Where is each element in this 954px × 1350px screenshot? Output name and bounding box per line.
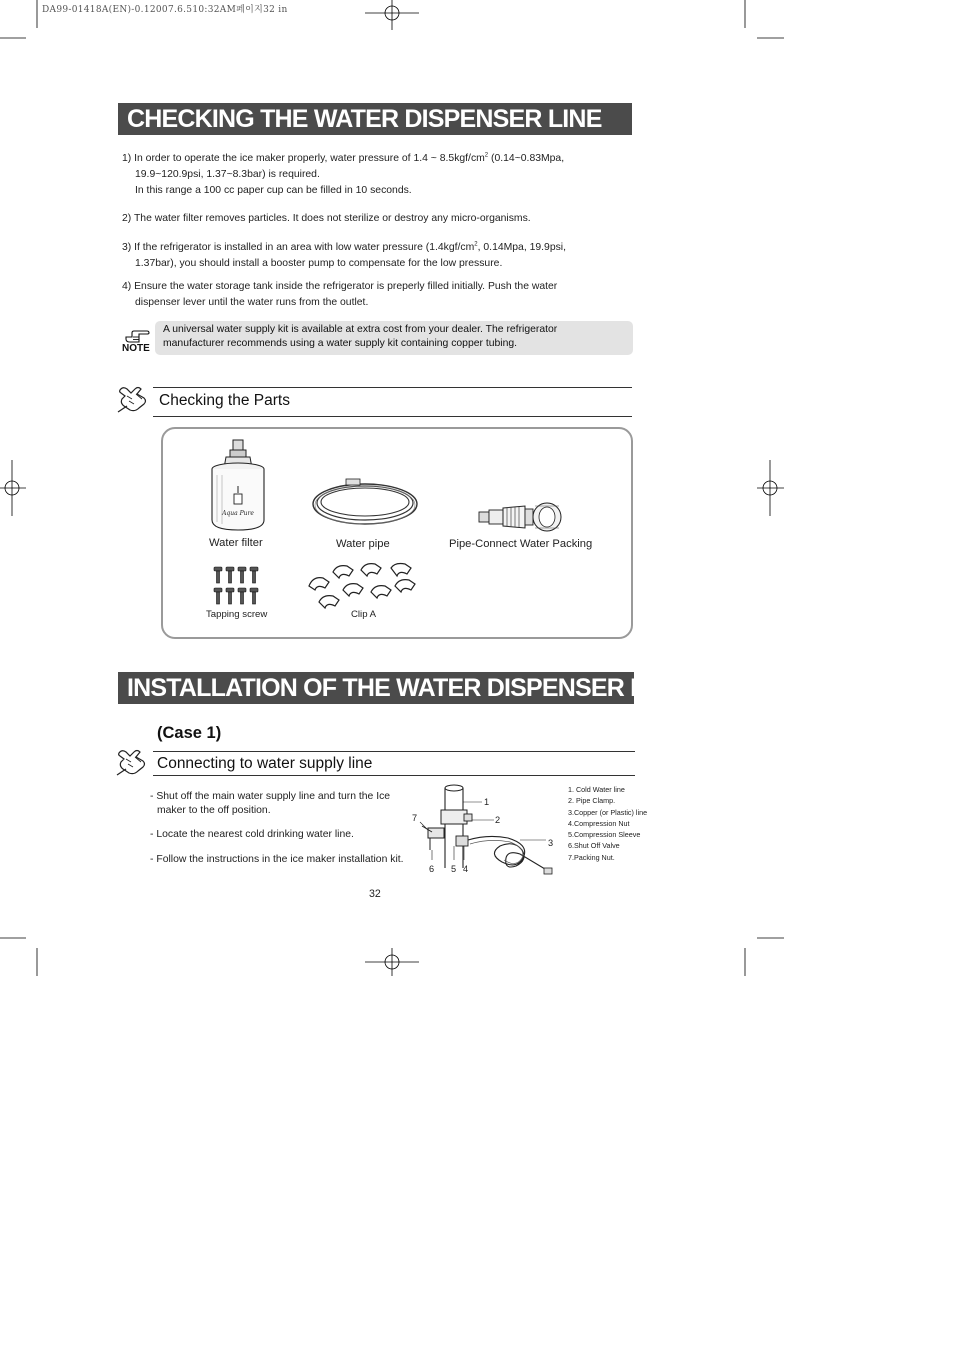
diagram-legend <box>568 784 647 863</box>
legend-item-4: 4.Compression Nut <box>568 818 630 828</box>
bullet-2-line-1: - Locate the nearest cold drinking water line. <box>150 829 354 840</box>
callout-5: 5 <box>451 864 457 874</box>
note-text-line-2: manufacturer recommends using a water supply kit containing copper tubing. <box>163 338 518 349</box>
callout-7: 7 <box>412 813 418 823</box>
instruction-2 <box>122 211 642 227</box>
bullet-1-line-1: - Shut off the main water supply line and turn the Ice <box>150 791 391 802</box>
note-box <box>155 321 633 355</box>
instruction-3-line-2: 1.37bar), you should install a booster pump to compensate for the low pressure. <box>135 258 503 270</box>
hand-writing-icon-2 <box>116 747 148 777</box>
hand-writing-icon <box>117 384 149 414</box>
callout-3: 3 <box>548 838 554 848</box>
legend-item-3: 3.Copper (or Plastic) line <box>568 807 648 817</box>
bullet-1 <box>150 790 420 818</box>
parts-heading-rule-top <box>153 387 632 388</box>
parts-heading-rule-bottom <box>153 416 632 417</box>
instruction-4-line-1: 4) Ensure the water storage tank inside the refrigerator is preperly filled initially. Push the water <box>122 281 558 292</box>
instruction-2-line-1: 2) The water filter removes particles. It does not sterilize or destroy any micro-organisms. <box>122 213 531 224</box>
section-title-installation: INSTALLATION OF THE WATER DISPENSER LINE <box>118 672 634 704</box>
water-pipe-image <box>308 474 422 532</box>
print-slug: DA99-01418A(EN)-0.12007.6.510:32AM페이지32 in <box>42 5 288 15</box>
tapping-screw-label: Tapping screw <box>206 609 268 620</box>
water-filter-image <box>205 438 273 536</box>
page-number: 32 <box>369 888 381 900</box>
callout-6: 6 <box>429 864 435 874</box>
filter-brand-text: Aqua Pure <box>222 510 254 517</box>
bullet-1-line-2: maker to the off position. <box>157 805 271 816</box>
tapping-screw-image <box>212 565 262 609</box>
legend-item-1: 1. Cold Water line <box>568 785 625 794</box>
instruction-1 <box>122 148 642 199</box>
pointing-hand-icon <box>124 328 150 344</box>
clip-a-image <box>305 562 423 612</box>
legend-item-5: 5.Compression Sleeve <box>568 830 641 840</box>
parts-heading: Checking the Parts <box>159 392 290 409</box>
water-pipe-label: Water pipe <box>336 538 390 550</box>
instruction-4 <box>122 279 642 311</box>
case-title: (Case 1) <box>157 724 222 742</box>
instruction-1-line-3: In this range a 100 cc paper cup can be filled in 10 seconds. <box>135 185 412 197</box>
instruction-4-line-2: dispenser lever until the water runs from the outlet. <box>135 297 369 308</box>
instruction-1-line-2: 19.9~120.9psi, 1.37~8.3bar) is required. <box>135 169 320 181</box>
legend-item-6: 6.Shut Off Valve <box>568 841 620 851</box>
instruction-3-line-1: 3) If the refrigerator is installed in an area with low water pressure ($1.4kgf/cm^2$, 0.14Mpa, 19.9psi, <box>122 242 567 254</box>
note-text-line-1: A universal water supply kit is available at extra cost from your dealer. The refrigerator <box>163 324 558 335</box>
supply-line-heading: Connecting to water supply line <box>157 755 373 772</box>
pipe-connect-image <box>475 496 567 536</box>
supply-line-rule-bottom <box>153 775 635 776</box>
callout-1: 1 <box>484 797 490 807</box>
callout-2: 2 <box>495 815 501 825</box>
instruction-3 <box>122 237 642 272</box>
clip-a-label: Clip A <box>351 609 377 620</box>
section-title-checking: CHECKING THE WATER DISPENSER LINE <box>118 103 632 135</box>
note-label: NOTE <box>122 343 150 354</box>
instruction-1-line-1: 1) In order to operate the ice maker properly, water pressure of 1.4 ~ $8.5kgf/cm^2$ (0.14~0.83Mpa, <box>122 153 565 165</box>
callout-4: 4 <box>463 864 469 874</box>
bullet-3 <box>150 853 425 867</box>
water-filter-label: Water filter <box>209 537 263 549</box>
case-rule-top <box>153 751 635 752</box>
legend-item-2: 2. Pipe Clamp. <box>568 796 616 806</box>
bullet-3-line-1: - Follow the instructions in the ice maker installation kit. <box>150 854 404 865</box>
bullet-2 <box>150 828 420 842</box>
pipe-connect-label: Pipe-Connect Water Packing <box>449 538 593 550</box>
legend-item-7: 7.Packing Nut. <box>568 852 615 862</box>
